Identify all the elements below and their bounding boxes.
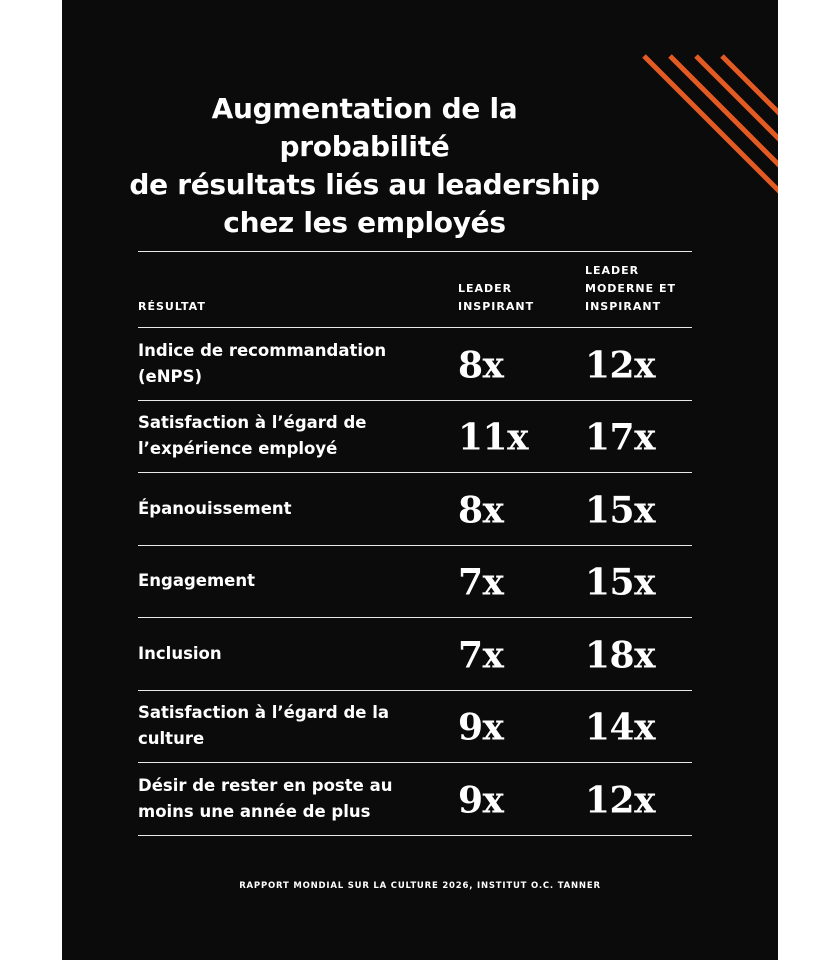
title-line-2: de résultats liés au leadership	[129, 168, 600, 201]
value-leader-moderne-inspirant: 17x	[585, 416, 656, 459]
stripe-line-1	[644, 56, 778, 256]
header-result-line-1: RÉSULTAT	[138, 300, 206, 313]
value-leader-inspirant: 9x	[458, 706, 504, 749]
header-col1-line-1: LEADER	[458, 282, 513, 295]
row-label: Satisfaction à l’égard de la culture	[138, 703, 390, 749]
table-header	[138, 252, 692, 328]
value-leader-moderne-inspirant: 18x	[585, 634, 656, 677]
header-col1-line-2: INSPIRANT	[458, 300, 535, 313]
value-leader-moderne-inspirant: 14x	[585, 706, 656, 749]
title-line-1: Augmentation de la probabilité	[211, 92, 518, 163]
table-row	[138, 763, 692, 836]
table-row	[138, 618, 692, 691]
table-row	[138, 473, 692, 546]
header-leader-inspirant	[458, 280, 568, 316]
value-leader-moderne-inspirant: 15x	[585, 489, 656, 532]
header-col2-line-1: LEADER	[585, 264, 640, 277]
value-leader-inspirant: 7x	[458, 561, 504, 604]
row-label: Inclusion	[138, 643, 222, 663]
stripe-line-3	[696, 56, 778, 256]
title-line-3: chez les employés	[223, 206, 506, 239]
table-row	[138, 546, 692, 619]
table-row	[138, 401, 692, 474]
source-note: RAPPORT MONDIAL SUR LA CULTURE 2026, INSTITUT O.C. TANNER	[239, 881, 601, 891]
table-row	[138, 328, 692, 401]
header-leader-moderne-inspirant	[585, 262, 695, 316]
value-leader-moderne-inspirant: 12x	[585, 344, 656, 387]
value-leader-moderne-inspirant: 15x	[585, 561, 656, 604]
header-col2-line-3: INSPIRANT	[585, 300, 662, 313]
value-leader-moderne-inspirant: 12x	[585, 779, 656, 822]
chart-title	[122, 90, 607, 242]
value-leader-inspirant: 9x	[458, 779, 504, 822]
value-leader-inspirant: 11x	[458, 416, 529, 459]
row-label: Épanouissement	[138, 498, 292, 518]
header-result	[138, 298, 206, 316]
row-label: Indice de recommandation (eNPS)	[138, 340, 387, 386]
infographic-panel	[62, 0, 778, 960]
table-row	[138, 691, 692, 764]
value-leader-inspirant: 7x	[458, 634, 504, 677]
value-leader-inspirant: 8x	[458, 344, 504, 387]
header-col2-line-2: MODERNE ET	[585, 282, 676, 295]
row-label: Satisfaction à l’égard de l’expérience employé	[138, 413, 367, 459]
row-label: Désir de rester en poste au moins une année de plus	[138, 775, 393, 821]
results-table	[138, 251, 692, 836]
row-label: Engagement	[138, 571, 255, 591]
value-leader-inspirant: 8x	[458, 489, 504, 532]
